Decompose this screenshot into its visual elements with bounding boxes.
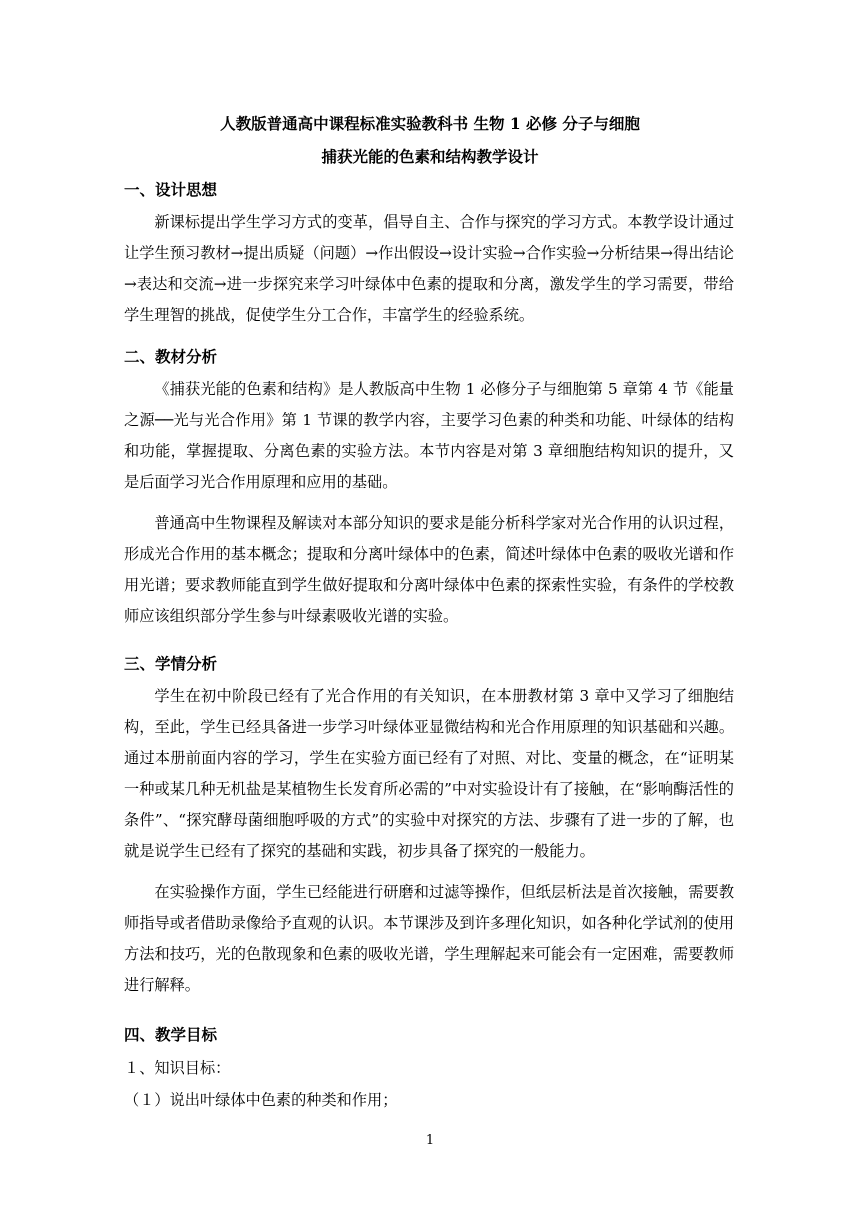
document-title-line1: 人教版普通高中课程标准实验教科书 生物 1 必修 分子与细胞 — [220, 114, 640, 133]
paragraph-student-analysis-1: 学生在初中阶段已经有了光合作用的有关知识，在本册教材第 3 章中又学习了细胞结构，至此，学生已经具备进一步学习叶绿体亚显微结构和光合作用原理的知识基础和兴趣。通过本册前面内容的学习，学生在实验方面已经有了对照、对比、变量的概念，在“证明某一种或某几种无机盐是某植物生长发育所必需的”中对实验设计有了接触，在“影响酶活性的条件”、“探究酵母菌细胞呼吸的方式”的实验中对探究的方法、步骤有了进一步的了解，也就是说学生已经有了探究的基础和实践，初步具备了探究的一般能力。 — [124, 687, 734, 860]
section-heading-student-analysis: 三、学情分析 — [124, 654, 218, 673]
paragraph-design-idea: 新课标提出学生学习方式的变革，倡导自主、合作与探究的学习方式。本教学设计通过让学生预习教材→提出质疑（问题）→作出假设→设计实验→合作实验→分析结果→得出结论→表达和交流→进一步探究来学习叶绿体中色素的提取和分离，激发学生的学习需要，带给学生理智的挑战，促使学生分工合作，丰富学生的经验系统。 — [124, 213, 734, 324]
page-number: 1 — [425, 1133, 435, 1148]
section-heading-design-idea: 一、设计思想 — [124, 180, 218, 199]
paragraph-textbook-analysis-1: 《捕获光能的色素和结构》是人教版高中生物 1 必修分子与细胞第 5 章第 4 节《能量之源──光与光合作用》第 1 节课的教学内容，主要学习色素的种类和功能、叶绿体的结构和功能，掌握提取、分离色素的实验方法。本节内容是对第 3 章细胞结构知识的提升，又是后面学习光合作用原理和应用的基础。 — [124, 380, 734, 491]
section-heading-textbook-analysis: 二、教材分析 — [124, 347, 218, 366]
section-heading-teaching-goals: 四、教学目标 — [124, 1025, 218, 1044]
paragraph-textbook-analysis-2: 普通高中生物课程及解读对本部分知识的要求是能分析科学家对光合作用的认识过程，形成光合作用的基本概念；提取和分离叶绿体中的色素，简述叶绿体中色素的吸收光谱和作用光谱；要求教师能直到学生做好提取和分离叶绿体中色素的探索性实验，有条件的学校教师应该组织部分学生参与叶绿素吸收光谱的实验。 — [124, 514, 734, 625]
list-item-knowledge-goal: １、知识目标： — [124, 1059, 231, 1077]
paragraph-student-analysis-2: 在实验操作方面，学生已经能进行研磨和过滤等操作，但纸层析法是首次接触，需要教师指导或者借助录像给予直观的认识。本节课涉及到许多理化知识，如各种化学试剂的使用方法和技巧，光的色散现象和色素的吸收光谱，学生理解起来可能会有一定困难，需要教师进行解释。 — [124, 883, 734, 994]
document-title-line2: 捕获光能的色素和结构教学设计 — [321, 147, 539, 166]
list-item-goal-1: （１）说出叶绿体中色素的种类和作用； — [124, 1091, 398, 1109]
